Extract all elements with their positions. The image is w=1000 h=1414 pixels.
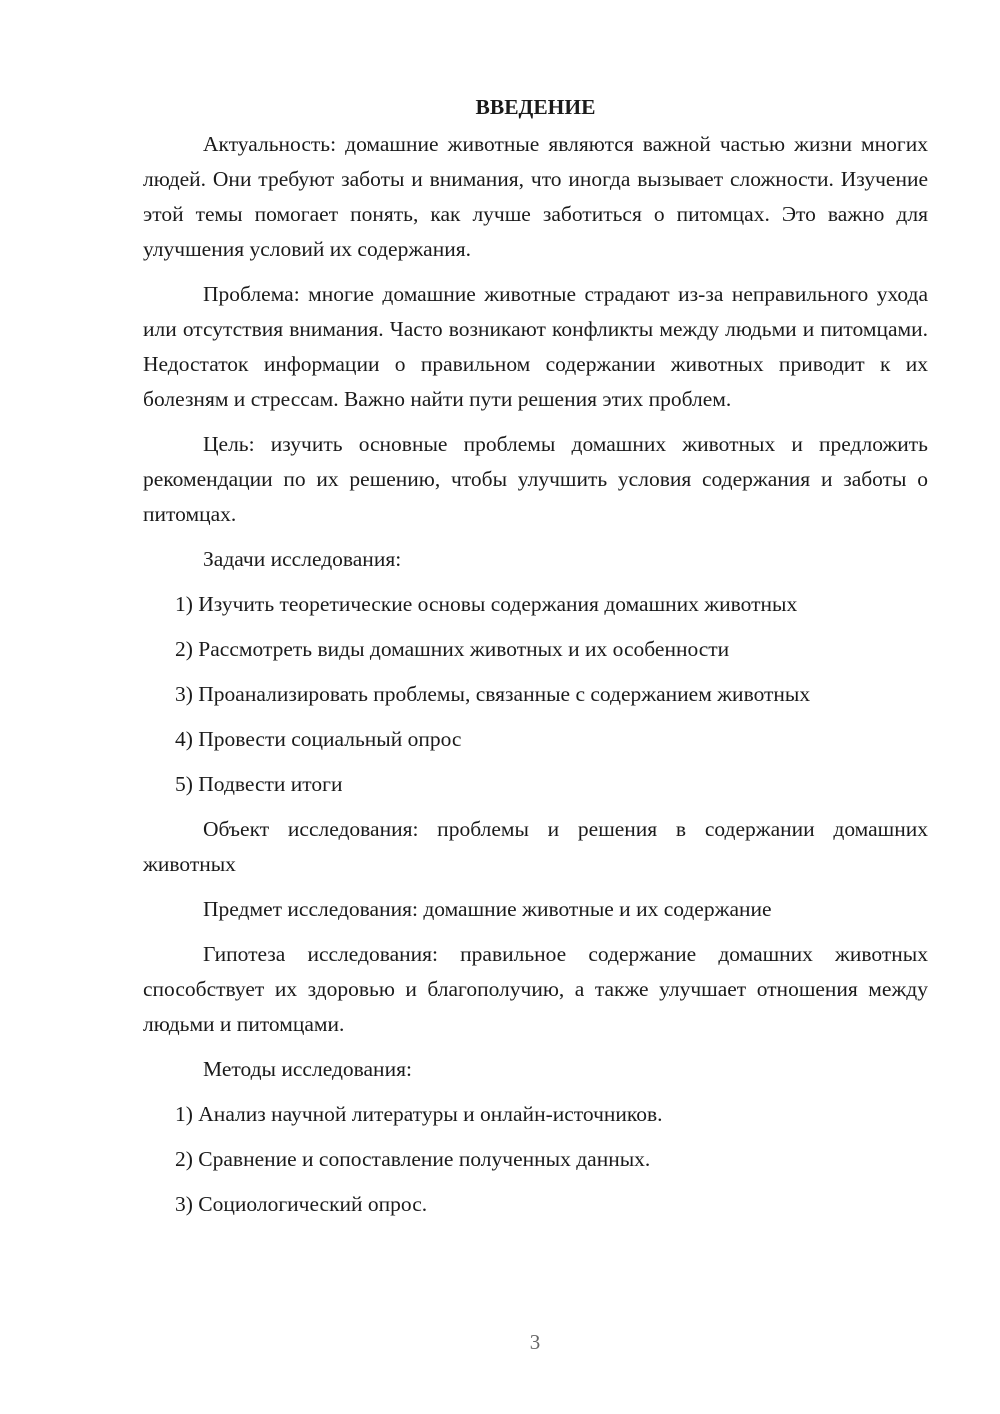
methods-list [143,1097,928,1222]
tasks-heading: Задачи исследования: [203,547,402,571]
list-item: 4) Провести социальный опрос [175,727,462,751]
page-title: ВВЕДЕНИЕ [475,95,596,119]
list-item: 2) Рассмотреть виды домашних животных и их особенности [175,637,730,661]
list-item: 3) Социологический опрос. [175,1192,428,1216]
list-item: 1) Изучить теоретические основы содержания домашних животных [175,592,798,616]
problem-paragraph: Проблема: многие домашние животные страдают из-за неправильного ухода или отсутствия внимания. Часто возникают конфликты между людьми и питомцами. Недостаток информации о правильном содержании животных приводит к их болезням и стрессам. Важно найти пути решения этих проблем. [143,282,928,411]
list-item: 1) Анализ научной литературы и онлайн-источников. [175,1102,663,1126]
list-item: 3) Проанализировать проблемы, связанные с содержанием животных [175,682,811,706]
page-number: 3 [529,1330,541,1354]
relevance-paragraph: Актуальность: домашние животные являются важной частью жизни многих людей. Они требуют заботы и внимания, что иногда вызывает сложности. Изучение этой темы помогает понять, как лучше заботиться о питомцах. Это важно для улучшения условий их содержания. [143,132,928,261]
object-paragraph: Объект исследования: проблемы и решения в содержании домашних животных [143,817,928,876]
tasks-list [143,587,928,802]
subject-paragraph: Предмет исследования: домашние животные и их содержание [203,897,772,921]
document-page [143,90,928,1232]
methods-heading: Методы исследования: [203,1057,412,1081]
goal-paragraph: Цель: изучить основные проблемы домашних животных и предложить рекомендации по их решению, чтобы улучшить условия содержания и заботы о питомцах. [143,432,928,526]
hypothesis-paragraph: Гипотеза исследования: правильное содержание домашних животных способствует их здоровью и благополучию, а также улучшает отношения между людьми и питомцами. [143,942,928,1036]
list-item: 2) Сравнение и сопоставление полученных данных. [175,1147,651,1171]
list-item: 5) Подвести итоги [175,772,343,796]
